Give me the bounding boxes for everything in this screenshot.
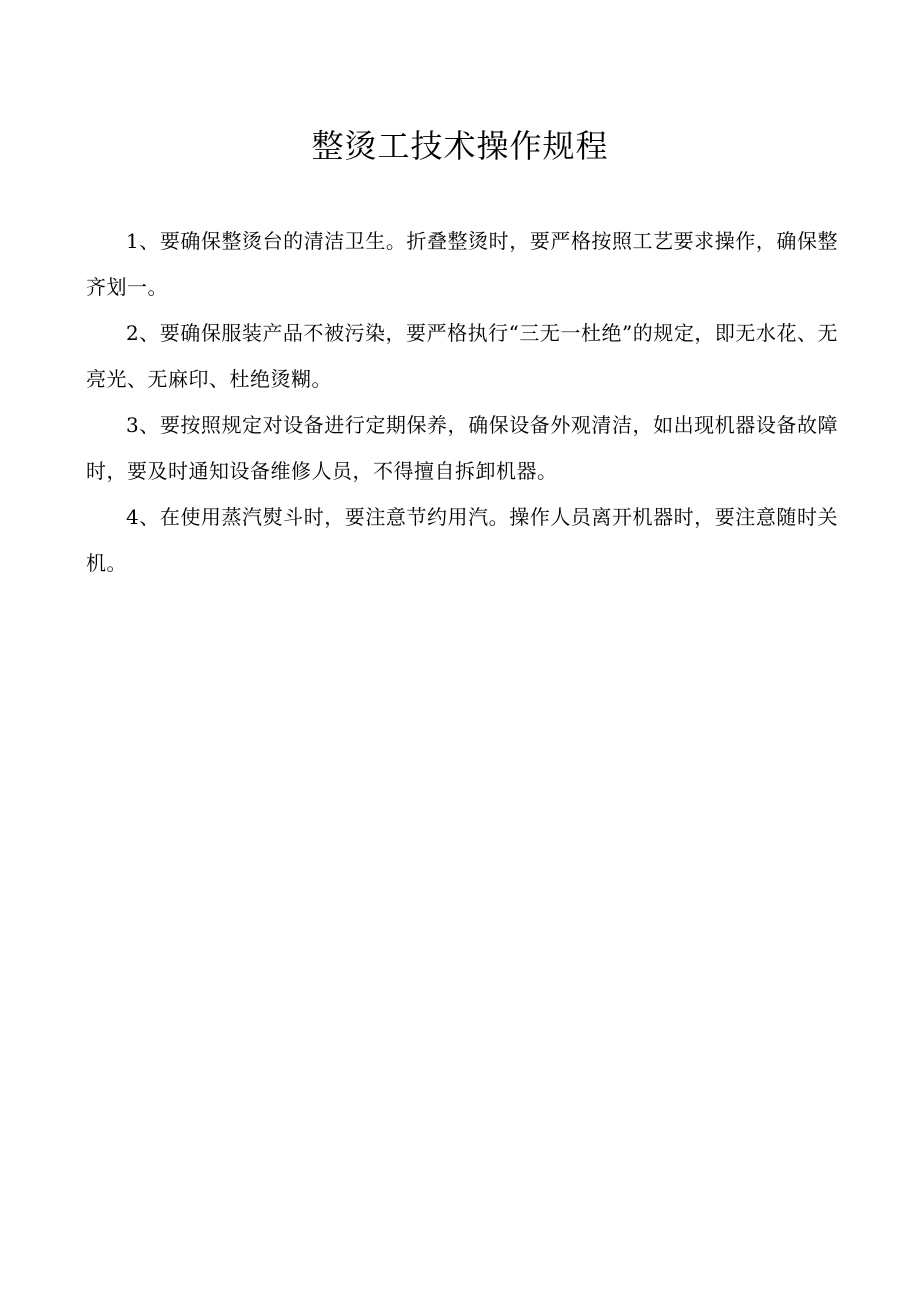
rule-paragraph-1: 1、要确保整烫台的清洁卫生。折叠整烫时，要严格按照工艺要求操作，确保整齐划一。: [86, 229, 838, 299]
rule-paragraph-4: 4、在使用蒸汽熨斗时，要注意节约用汽。操作人员离开机器时，要注意随时关机。: [86, 505, 838, 575]
document-body: [86, 218, 838, 586]
rule-paragraph-2: 2、要确保服装产品不被污染，要严格执行“三无一杜绝”的规定，即无水花、无亮光、无麻印、杜绝烫糊。: [86, 321, 838, 391]
document-title: 整烫工技术操作规程: [311, 127, 609, 165]
rule-paragraph-3: 3、要按照规定对设备进行定期保养，确保设备外观清洁，如出现机器设备故障时，要及时通知设备维修人员，不得擅自拆卸机器。: [86, 413, 838, 483]
